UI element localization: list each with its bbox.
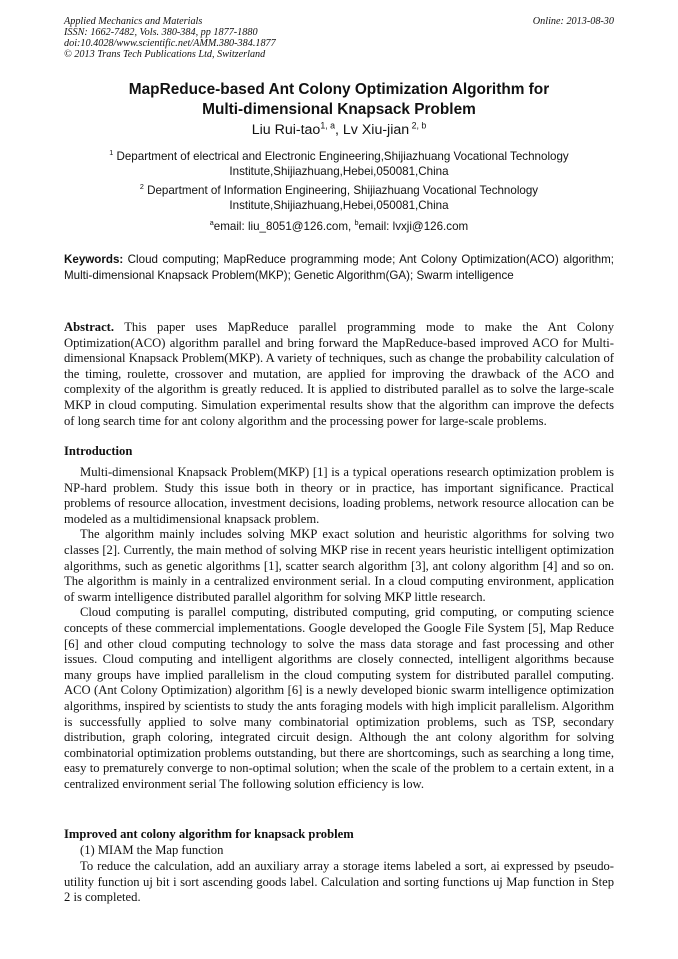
online-date: Online: 2013-08-30 — [532, 16, 614, 27]
abstract-text: This paper uses MapReduce parallel programming mode to make the Ant Colony Optimization(ACO) algorithm parallel and bring forward the MapReduce-based improved ACO for Multi-dimensional Knapsack Problem(MKP). A variety of techniques, such as change the probability calculation of the timing, roulette, crossover and mutation, are applied for improving the drawback of the ACO and complexity of the algorithm is greatly reduced. It is applied to distributed parallel as to solve the large-scale MKP in cloud computing. Simulation experimental results show that the algorithm can improve the defects of long search time for ant colony algorithm and the processing power for large-scale problems. — [64, 320, 614, 428]
issn-line: ISSN: 1662-7482, Vols. 380-384, pp 1877-1880 — [64, 27, 258, 38]
author-2-name: Lv Xiu-jian — [342, 122, 410, 138]
affiliation-1-sup: 1 — [109, 148, 114, 158]
author-list — [64, 121, 614, 139]
affiliation-1-line-2: Institute,Shijiazhuang,Hebei,050081,China — [229, 165, 449, 178]
author-2-sup: 2, b — [409, 120, 427, 131]
intro-paragraph-1: Multi-dimensional Knapsack Problem(MKP) [1] is a typical operations research optimization problem is NP-hard problem. Study this issue both in theory or in practice, has important significance. Practical problems of resource allocation, investment decisions, loading problems, network resource allocation can be modeled as a multidimensional knapsack problem. — [64, 465, 614, 526]
title-line-1: MapReduce-based Ant Colony Optimization Algorithm for — [128, 81, 550, 98]
email-b: email: lvxji@126.com — [358, 220, 469, 233]
journal-name: Applied Mechanics and Materials — [64, 16, 203, 27]
email-line — [64, 219, 614, 234]
keywords-text: Cloud computing; MapReduce programming mode; Ant Colony Optimization(ACO) algorithm; Multi-dimensional Knapsack Problem(MKP); Genetic Algorithm(GA); Swarm intelligence — [64, 253, 614, 282]
keywords — [64, 252, 614, 283]
section-2-heading: Improved ant colony algorithm for knapsack problem — [64, 827, 354, 841]
abstract — [64, 320, 614, 429]
email-a-sup: a — [209, 218, 214, 228]
introduction-body — [64, 465, 614, 792]
section-2-paragraph-1: To reduce the calculation, add an auxiliary array a storage items labeled a sort, ai expressed by pseudo-utility function uj bit i sort ascending goods label. Calculation and sorting functions uj Map function in Step 2 is completed. — [64, 859, 614, 905]
copyright-line: © 2013 Trans Tech Publications Ltd, Switzerland — [64, 49, 266, 60]
intro-paragraph-3: Cloud computing is parallel computing, distributed computing, grid computing, or computing science concepts of these commercial implementations. Google developed the Google File System [5], Map Reduce [6] and other cloud computing technology to solve the mass data storage and fast processing and other issues. Cloud computing and intelligent algorithms are closely connected, intelligent algorithms because many groups have implied parallelism in the cloud computing system for distributed parallel computing. ACO (Ant Colony Optimization) algorithm [6] is a newly developed bionic swarm intelligence optimization algorithms, inspired by scientists to study the ants foraging models with high implicit parallelism. Algorithm is successfully applied to solve many combinatorial optimization problems, such as TSP, secondary distribution, graph coloring, integrated circuit design. Although the ant colony algorithm for solving combinatorial optimization problems outstanding, but there are shortcomings, such as searching a long time, easy to prematurely converge to non-optimal solution; when the scale of the problem to a certain extent, in a centralized environment serial The following solution efficiency is low. — [64, 605, 614, 791]
author-1-name: Liu Rui-tao — [251, 122, 321, 138]
email-b-sup: b — [354, 218, 359, 228]
email-a: email: liu_8051@126.com, — [213, 220, 355, 233]
affiliation-2-line-2: Institute,Shijiazhuang,Hebei,050081,China — [229, 199, 449, 212]
affiliation-1 — [64, 149, 614, 179]
introduction-heading: Introduction — [64, 444, 133, 458]
doi-line: doi:10.4028/www.scientific.net/AMM.380-384.1877 — [64, 38, 276, 49]
section-2-body — [64, 859, 614, 906]
affiliation-2 — [64, 183, 614, 213]
author-separator: , — [335, 122, 343, 138]
affiliation-2-sup: 2 — [139, 182, 144, 192]
section-2-subheading: (1) MIAM the Map function — [80, 843, 224, 857]
affiliation-1-line-1: Department of electrical and Electronic Engineering,Shijiazhuang Vocational Technology — [113, 150, 569, 163]
intro-paragraph-2: The algorithm mainly includes solving MKP exact solution and heuristic algorithms for solving two classes [2]. Currently, the main method of solving MKP rise in recent years heuristic intelligent optimization algorithms, such as genetic algorithms [1], scatter search algorithm [3], ant colony algorithm [4] and so on. The algorithm is mainly in a centralized environment serial. In a cloud computing environment, application of swarm intelligence distributed parallel algorithm for solving MKP little research. — [64, 527, 614, 604]
keywords-label: Keywords: — [64, 253, 124, 266]
author-1-sup: 1, a — [320, 120, 336, 131]
abstract-label: Abstract. — [64, 320, 115, 334]
journal-header — [64, 16, 276, 60]
affiliation-2-line-1: Department of Information Engineering, Shijiazhuang Vocational Technology — [143, 184, 539, 197]
title-line-2: Multi-dimensional Knapsack Problem — [202, 100, 476, 118]
paper-title — [64, 80, 614, 119]
